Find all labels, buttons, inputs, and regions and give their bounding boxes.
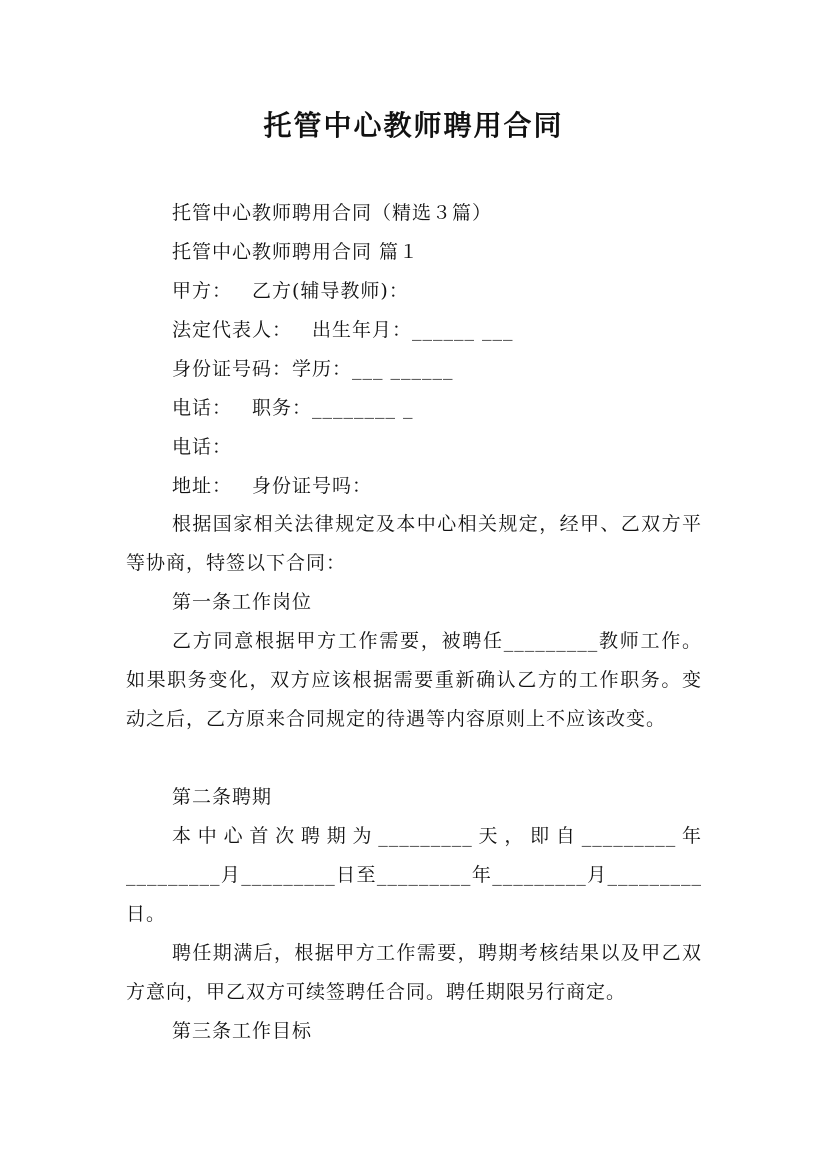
intro-paragraph: 根据国家相关法律规定及本中心相关规定，经甲、乙双方平等协商，特签以下合同： <box>126 513 702 574</box>
section-header: 托管中心教师聘用合同 篇１ <box>172 241 420 263</box>
birth-label: 出生年月：______ ___ <box>312 319 514 341</box>
education-label: 学历：___ ______ <box>292 358 454 380</box>
article3-title: 第三条工作目标 <box>172 1020 313 1042</box>
document-title: 托管中心教师聘用合同 <box>263 109 564 142</box>
party-a-label: 甲方： <box>172 280 233 302</box>
article1-body: 乙方同意根据甲方工作需要，被聘任_________教师工作。如果职务变化，双方应该根据需要重新确认乙方的工作职务。变动之后，乙方原来合同规定的待遇等内容原则上不应该改变。 <box>126 630 702 730</box>
position-label: 职务：________ _ <box>252 397 414 419</box>
article2-title: 第二条聘期 <box>172 786 273 808</box>
article2-body: 本中心首次聘期为_________天，即自_________年_________月_________日至_________年_________月_________日。 <box>126 825 702 925</box>
article2-body2: 聘任期满后，根据甲方工作需要，聘期考核结果以及甲乙双方意向，甲乙双方可续签聘任合同。聘任期限另行商定。 <box>126 942 702 1003</box>
article1-title: 第一条工作岗位 <box>172 591 313 613</box>
address-line <box>172 471 372 498</box>
id-no-label-2: 身份证号吗： <box>252 475 373 497</box>
id-no-label: 身份证号码： <box>172 358 293 380</box>
phone-label-2: 电话： <box>172 436 233 458</box>
legal-rep-line <box>172 315 514 342</box>
phone-position-line <box>172 393 414 420</box>
party-b-label: 乙方(辅导教师)： <box>252 280 409 302</box>
document-subtitle: 托管中心教师聘用合同（精选３篇） <box>172 202 493 224</box>
phone-line-2 <box>172 432 232 459</box>
phone-label: 电话： <box>172 397 233 419</box>
party-line <box>172 276 409 303</box>
legal-rep-label: 法定代表人： <box>172 319 293 341</box>
id-education-line <box>172 354 454 381</box>
address-label: 地址： <box>172 475 233 497</box>
